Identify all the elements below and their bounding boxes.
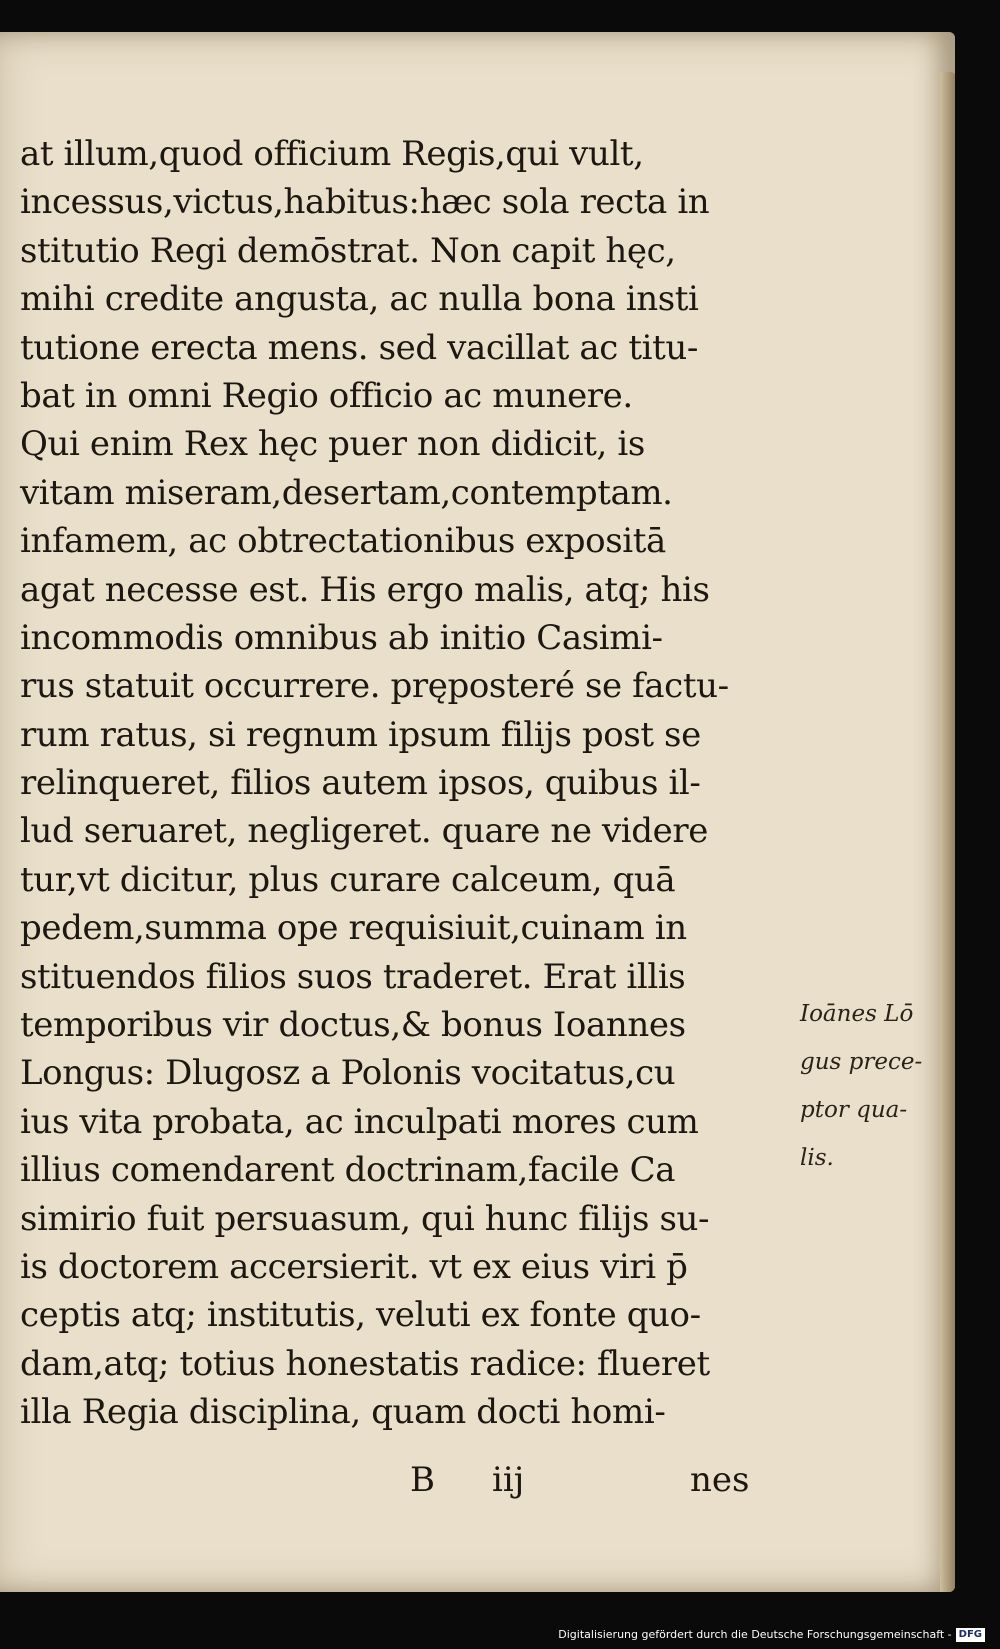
marginal-note-line: ptor qua- <box>800 1097 908 1123</box>
text-line: dam,atq; totius honestatis radice: flueret <box>20 1343 710 1384</box>
text-line: vitam miseram,desertam,contemptam. <box>20 472 673 513</box>
text-line: relinqueret, filios autem ipsos, quibus il- <box>20 763 701 804</box>
text-line: temporibus vir doctus,& bonus Ioannes <box>20 1005 686 1046</box>
text-line: stituendos filios suos traderet. Erat illis <box>20 956 686 997</box>
text-line: simirio fuit persuasum, qui hunc filijs su- <box>20 1198 710 1239</box>
text-line: rum ratus, si regnum ipsum filijs post se <box>20 714 701 755</box>
text-line: illa Regia disciplina, quam docti homi- <box>20 1392 666 1433</box>
text-line: Qui enim Rex hęc puer non didicit, is <box>20 424 645 465</box>
signature-mark: B <box>410 1460 435 1500</box>
text-line: pedem,summa ope requisiuit,cuinam in <box>20 908 687 949</box>
funding-footer <box>0 1626 985 1644</box>
text-line: illius comendarent doctrinam,facile Ca <box>20 1150 676 1191</box>
text-line: bat in omni Regio officio ac munere. <box>20 375 633 416</box>
text-line: stitutio Regi demōstrat. Non capit hęc, <box>20 230 676 271</box>
footer-text: Digitalisierung gefördert durch die Deutsche Forschungsgemeinschaft - <box>558 1628 952 1641</box>
text-line: incommodis omnibus ab initio Casimi- <box>20 617 663 658</box>
main-text-block <box>20 130 810 1437</box>
leaf-number: iij <box>492 1460 525 1500</box>
text-line: ius vita probata, ac inculpati mores cum <box>20 1101 699 1142</box>
text-line: infamem, ac obtrectationibus expositā <box>20 521 666 562</box>
text-line: at illum,quod officium Regis,qui vult, <box>20 134 644 174</box>
text-line: tur,vt dicitur, plus curare calceum, quā <box>20 859 676 900</box>
text-line: rus statuit occurrere. pręposteré se factu- <box>20 666 729 707</box>
page-edge <box>940 72 955 1592</box>
dfg-logo: DFG <box>956 1628 985 1642</box>
text-line: tutione erecta mens. sed vacillat ac titu- <box>20 327 698 368</box>
marginal-note-line: gus prece- <box>800 1049 923 1075</box>
text-line: incessus,victus,habitus:hæc sola recta in <box>20 182 710 223</box>
text-line: mihi credite angusta, ac nulla bona insti <box>20 279 699 320</box>
text-line: is doctorem accersierit. vt ex eius viri p̄ <box>20 1246 688 1287</box>
marginal-note-line: Ioānes Lō <box>800 1001 914 1027</box>
text-line: ceptis atq; institutis, veluti ex fonte quo- <box>20 1295 701 1336</box>
book-page <box>0 32 955 1592</box>
text-line: Longus: Dlugosz a Polonis vocitatus,cu <box>20 1053 676 1094</box>
catchword: nes <box>690 1460 750 1500</box>
text-line: agat necesse est. His ergo malis, atq; his <box>20 569 710 610</box>
marginal-note-line: lis. <box>800 1145 834 1171</box>
text-line: lud seruaret, negligeret. quare ne videre <box>20 811 708 852</box>
